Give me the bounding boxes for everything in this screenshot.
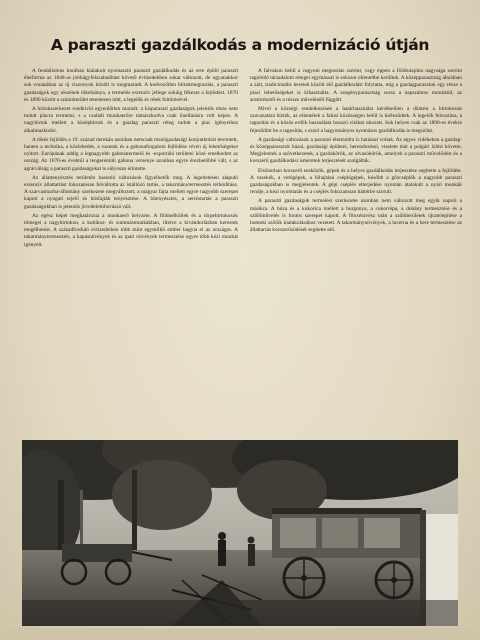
- paragraph: A paraszti gazdaságok termelési szerkezete azonban nem változott meg egyik napról a másikra. A búza és a kukorica mellett a burgonya, a cukorrépa, a dohány termesztése és a szőlőművelés is fontos szerepet kapott. A filoxéravész után a szőlőterületek újratelepítése a homoki szőlők kialakulásához vezetett. A takarmánynövények, a lucerna és a here termesztése az állattartás korszerűsödését segítette elő.: [250, 198, 462, 234]
- farmyard-photo-image: [22, 440, 458, 626]
- paragraph: A tőkés fejlődés a 19. század derekán azonban nemcsak mezőgazdasági konjunktúrát teremtett, hanem a technika, a közlekedés, a vasutak és a gabonaforgalom fejlődése révén új lehetőségeket nyitott. Európának addig a legnagyobb gabonatermelő és -exportáló területei közé emelkedett az ország. Az 1870-es évektől a tengerentúli gabona versenye azonban egyre érezhetőbbé vált, s az agrárválság a paraszti gazdaságokat is súlyosan érintette.: [24, 136, 238, 172]
- paragraph: A birtokszerkezet rendkívül egyenlőtlen maradt: a kisparaszti gazdaságok jelentős része nem tudott piacra termelni, s a családi munkaerőre támaszkodva csak önellátásra volt képes. A nagybirtok mellett a középbirtok és a gazdag paraszti réteg tudott a piac igényeihez alkalmazkodni.: [24, 106, 238, 134]
- paragraph: Mivel a községi rendelkezések a határhasználat kérdéseiben a döntést a birtokosok szavazatára bízták, az ellentétek a falusi közösségen belül is kiéleződtek. A legelők felosztása, a tagosítás és a közös erdők használata hosszú vitákat okozott. Sok helyen csak az 1890-es évekre fejeződött be a tagosítás, s ezzel a hagyományos nyomásos gazdálkodás is megszűnt.: [250, 106, 462, 134]
- page-title: A paraszti gazdálkodás a modernizáció útján: [50, 36, 430, 54]
- left-column: [24, 68, 238, 436]
- paragraph: Az állattenyésztés területén hasonló változások figyelhetők meg. A legeltetésen alapuló extenzív állattartást fokozatosan felváltotta az istállózó tartás, a takarmánytermesztés térhódítása. A szarvasmarha-állomány szerkezete megváltozott, a magyar fajta mellett egyre nagyobb szerepet kapott a nyugati tejelő és húsfajták tenyésztése. A lótenyésztés, a sertéstartás a paraszti gazdaságokban is jelentős jövedelemforrássá vált.: [24, 174, 238, 210]
- bottom-strip: [0, 628, 480, 640]
- paragraph: Elsősorban korszerű eszközök, gépek és a helyes gazdálkodás terjesztése segítette a fejlődést. A vasekék, a vetőgépek, a lóhajtású cséplőgépek, később a gőzcséplők a nagyobb paraszti gazdaságokban is megjelentek. A gépi cséplés elterjedése nyomán átalakult a nyári munkák rendje, a kézi nyomtatás és a cséplés fokozatosan háttérbe szorult.: [250, 167, 462, 196]
- right-column: [250, 68, 462, 436]
- paragraph: A falvakon belül a vagyoni megoszlás szerint, vagy éppen a földtulajdon nagysága szerint tagolódó társadalom rétegei egymással is sokszor ellentétbe kerültek. A középparasztság általában a zárt, tradicionális keretek között élő gazdálkodást folytatta, míg a gazdagparasztok egy része a piaci lehetőségeket is kihasználta. A szegényparasztság sorsa a napszámos munkától, az aratórésztől és a részes műveléstől függött.: [250, 68, 462, 103]
- paragraph: A gazdasági változások a paraszti életmódra is hatással voltak. Az egyes vidékeken a gazdag- és középparasztok házai, gazdasági épületei, berendezései, viselete már a polgári ízlést követte. Megjelentek a szövetkezetek, a gazdakörök, az olvasókörök, amelyek a paraszti művelődést és a korszerű gazdálkodási ismeretek terjesztését szolgálták.: [250, 136, 462, 165]
- paragraph: Az egész képet meghatározta a munkaerő helyzete. A földnélküliek és a törpebirtokosok tömegei a nagybirtokon, a kubikos- és summásmunkákban, illetve a kivándorlásban kerestek megélhetést. A századforduló évtizedeiben több mint egymillió ember hagyta el az országot. A takarmánytermesztés, a kapásnövények és az ipari növények termesztése egyre több kézi munkát igényelt.: [24, 212, 238, 248]
- farmyard-photo: [22, 440, 458, 626]
- paragraph: A feudalizmus korában kialakult nyomasztó paraszti gazdálkodás és az erre épülő paraszti életforma az 1848-as jobbágyfelszabadítást követő évtizedekben sokat változott, de ugyanakkor sok vonásában az új viszonyok között is megmaradt. A kedvezőtlen birtokmegoszlás, a paraszti gazdaságok egy részének tőkehiánya, a termelés extenzív jellege sokáig fékezte a fejlődést. 1870 és 1890 között a szántóterület tetemesen nőtt, a legelők és rétek feltörésével.: [24, 68, 238, 103]
